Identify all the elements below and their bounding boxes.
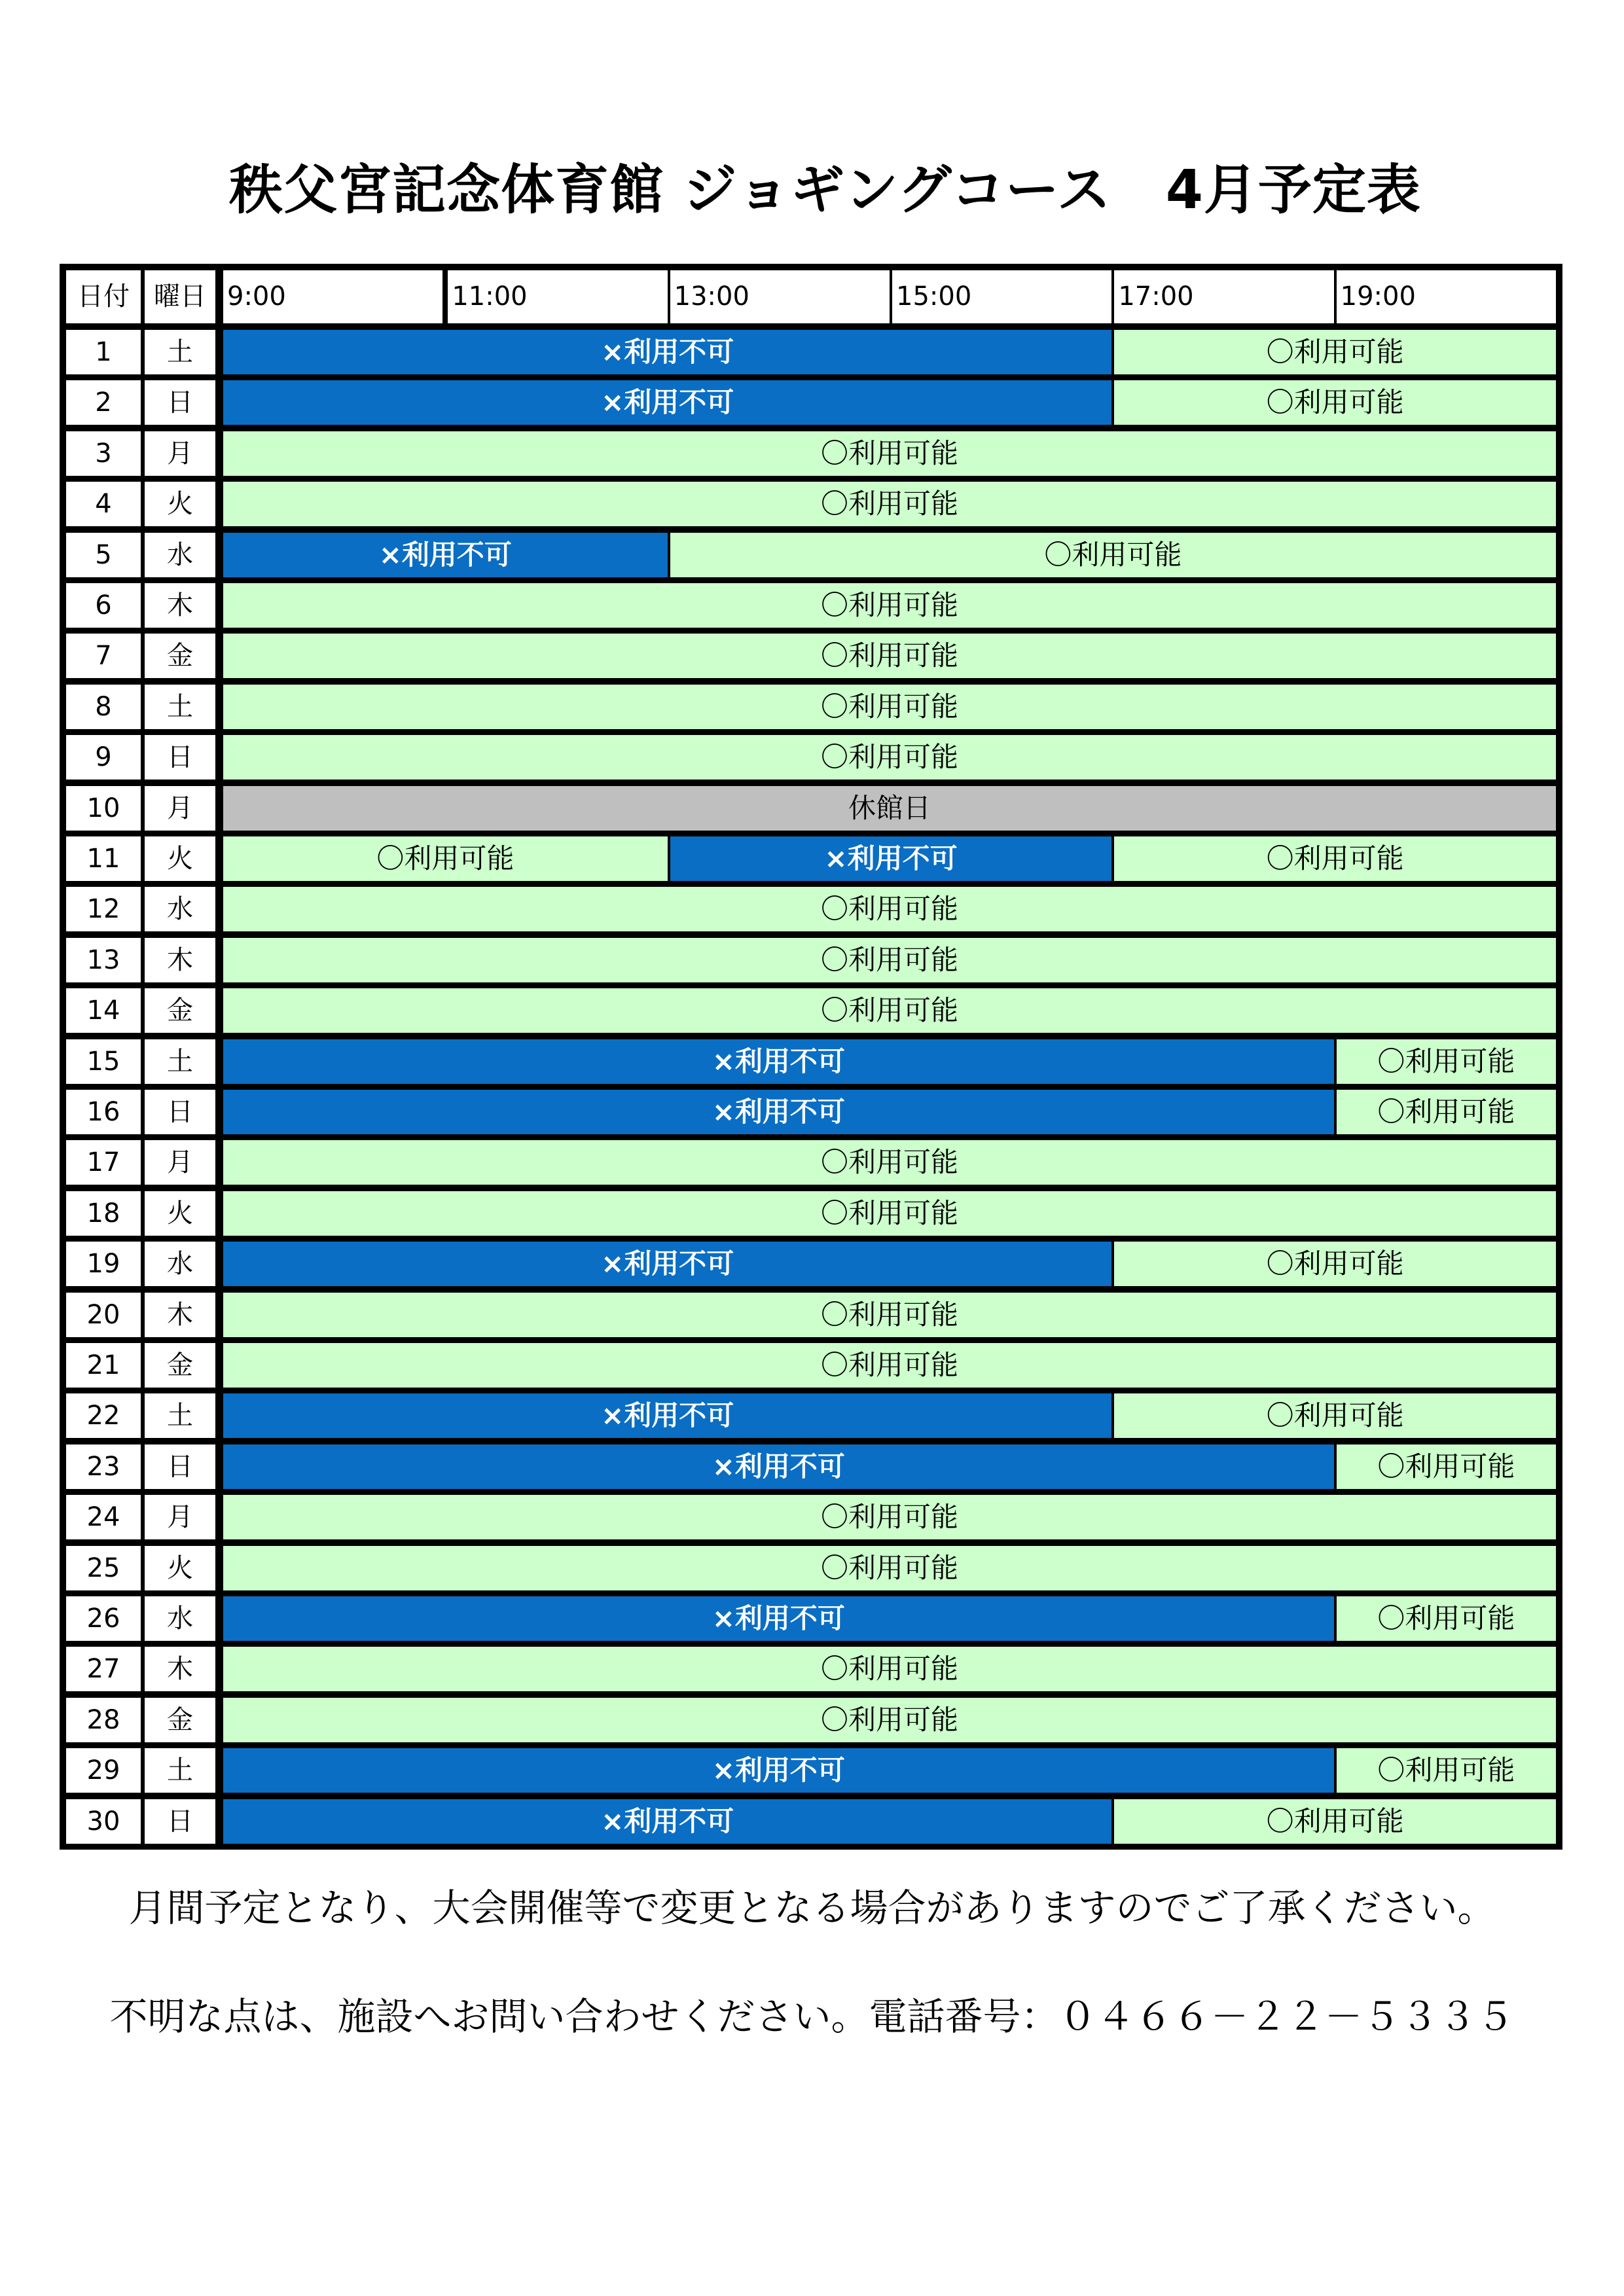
status-bar-unavailable: ×利用不可 <box>223 1799 1111 1844</box>
row-date: 24 <box>66 1495 141 1539</box>
row-date: 5 <box>66 533 141 577</box>
row-date: 18 <box>66 1191 141 1236</box>
row-date: 14 <box>66 988 141 1033</box>
row-weekday: 日 <box>145 735 215 780</box>
row-date: 7 <box>66 634 141 678</box>
row-weekday: 金 <box>145 1698 215 1742</box>
status-bar-closed: 休館日 <box>223 786 1556 831</box>
row-date: 21 <box>66 1343 141 1388</box>
status-bar-unavailable: ×利用不可 <box>670 836 1112 881</box>
row-weekday: 日 <box>145 1444 215 1489</box>
row-weekday: 火 <box>145 1191 215 1236</box>
row-date: 3 <box>66 431 141 476</box>
status-bar-available: 〇利用可能 <box>223 1191 1556 1236</box>
row-weekday: 金 <box>145 1343 215 1388</box>
status-bar-available: 〇利用可能 <box>223 1343 1556 1388</box>
row-date: 16 <box>66 1090 141 1134</box>
status-bar-available: 〇利用可能 <box>223 988 1556 1033</box>
row-date: 27 <box>66 1647 141 1691</box>
row-date: 23 <box>66 1444 141 1489</box>
status-bar-available: 〇利用可能 <box>223 1495 1556 1539</box>
status-bar-unavailable: ×利用不可 <box>223 1393 1111 1438</box>
status-bar-available: 〇利用可能 <box>223 431 1556 476</box>
row-weekday: 月 <box>145 786 215 831</box>
row-weekday: 木 <box>145 1293 215 1337</box>
status-bar-available: 〇利用可能 <box>1337 1748 1556 1793</box>
status-bar-unavailable: ×利用不可 <box>223 533 668 577</box>
header-time-13: 13:00 <box>670 270 890 323</box>
status-bar-available: 〇利用可能 <box>223 1546 1556 1590</box>
row-weekday: 水 <box>145 533 215 577</box>
row-date: 10 <box>66 786 141 831</box>
row-weekday: 日 <box>145 380 215 425</box>
status-bar-unavailable: ×利用不可 <box>223 1444 1334 1489</box>
row-date: 22 <box>66 1393 141 1438</box>
status-bar-available: 〇利用可能 <box>223 938 1556 982</box>
row-date: 6 <box>66 583 141 628</box>
status-bar-available: 〇利用可能 <box>1337 1444 1556 1489</box>
status-bar-available: 〇利用可能 <box>223 482 1556 526</box>
row-date: 17 <box>66 1140 141 1185</box>
status-bar-unavailable: ×利用不可 <box>223 1748 1334 1793</box>
row-weekday: 月 <box>145 431 215 476</box>
status-bar-available: 〇利用可能 <box>1114 1242 1556 1286</box>
row-weekday: 月 <box>145 1140 215 1185</box>
row-date: 9 <box>66 735 141 780</box>
row-weekday: 土 <box>145 1039 215 1084</box>
row-date: 13 <box>66 938 141 982</box>
page-title: 秩父宮記念体育館 ジョギングコース 4月予定表 <box>229 159 1421 221</box>
status-bar-available: 〇利用可能 <box>223 887 1556 931</box>
status-bar-available: 〇利用可能 <box>1114 380 1556 425</box>
row-weekday: 木 <box>145 938 215 982</box>
status-bar-available: 〇利用可能 <box>223 634 1556 678</box>
row-date: 20 <box>66 1293 141 1337</box>
row-weekday: 月 <box>145 1495 215 1539</box>
header-date: 日付 <box>66 270 141 323</box>
header-time-15: 15:00 <box>892 270 1111 323</box>
row-weekday: 火 <box>145 836 215 881</box>
row-date: 12 <box>66 887 141 931</box>
row-weekday: 土 <box>145 1393 215 1438</box>
row-date: 1 <box>66 330 141 374</box>
row-date: 30 <box>66 1799 141 1844</box>
row-weekday: 土 <box>145 685 215 729</box>
status-bar-available: 〇利用可能 <box>1337 1039 1556 1084</box>
row-weekday: 金 <box>145 634 215 678</box>
status-bar-unavailable: ×利用不可 <box>223 1090 1334 1134</box>
row-date: 19 <box>66 1242 141 1286</box>
row-date: 28 <box>66 1698 141 1742</box>
header-weekday: 曜日 <box>145 270 215 323</box>
header-time-9: 9:00 <box>223 270 442 323</box>
row-weekday: 水 <box>145 1242 215 1286</box>
status-bar-unavailable: ×利用不可 <box>223 1596 1334 1641</box>
header-time-19: 19:00 <box>1337 270 1556 323</box>
status-bar-available: 〇利用可能 <box>223 735 1556 780</box>
row-weekday: 日 <box>145 1090 215 1134</box>
status-bar-available: 〇利用可能 <box>223 1647 1556 1691</box>
header-time-11: 11:00 <box>448 270 667 323</box>
status-bar-available: 〇利用可能 <box>223 1698 1556 1742</box>
note-contact-phone: 不明な点は、施設へお問い合わせください。電話番号：０４６６－２２－５３３５ <box>109 1994 1515 2039</box>
status-bar-unavailable: ×利用不可 <box>223 1039 1334 1084</box>
note-monthly-schedule: 月間予定となり、大会開催等で変更となる場合がありますのでご了承ください。 <box>128 1886 1496 1930</box>
row-date: 26 <box>66 1596 141 1641</box>
status-bar-available: 〇利用可能 <box>223 1293 1556 1337</box>
status-bar-available: 〇利用可能 <box>1114 1393 1556 1438</box>
row-weekday: 土 <box>145 1748 215 1793</box>
row-weekday: 木 <box>145 583 215 628</box>
row-date: 11 <box>66 836 141 881</box>
row-weekday: 土 <box>145 330 215 374</box>
row-weekday: 日 <box>145 1799 215 1844</box>
status-bar-available: 〇利用可能 <box>223 836 668 881</box>
status-bar-unavailable: ×利用不可 <box>223 330 1111 374</box>
status-bar-available: 〇利用可能 <box>223 1140 1556 1185</box>
status-bar-available: 〇利用可能 <box>1337 1596 1556 1641</box>
row-date: 8 <box>66 685 141 729</box>
status-bar-unavailable: ×利用不可 <box>223 1242 1111 1286</box>
status-bar-unavailable: ×利用不可 <box>223 380 1111 425</box>
status-bar-available: 〇利用可能 <box>223 685 1556 729</box>
row-date: 25 <box>66 1546 141 1590</box>
status-bar-available: 〇利用可能 <box>1114 1799 1556 1844</box>
schedule-table <box>60 264 1562 1850</box>
header-time-17: 17:00 <box>1114 270 1333 323</box>
row-weekday: 水 <box>145 1596 215 1641</box>
status-bar-available: 〇利用可能 <box>1114 836 1556 881</box>
status-bar-available: 〇利用可能 <box>1114 330 1556 374</box>
row-date: 2 <box>66 380 141 425</box>
status-bar-available: 〇利用可能 <box>223 583 1556 628</box>
row-weekday: 火 <box>145 1546 215 1590</box>
row-weekday: 火 <box>145 482 215 526</box>
row-weekday: 水 <box>145 887 215 931</box>
row-weekday: 木 <box>145 1647 215 1691</box>
row-date: 4 <box>66 482 141 526</box>
row-weekday: 金 <box>145 988 215 1033</box>
row-date: 29 <box>66 1748 141 1793</box>
status-bar-available: 〇利用可能 <box>1337 1090 1556 1134</box>
status-bar-available: 〇利用可能 <box>670 533 1556 577</box>
row-date: 15 <box>66 1039 141 1084</box>
